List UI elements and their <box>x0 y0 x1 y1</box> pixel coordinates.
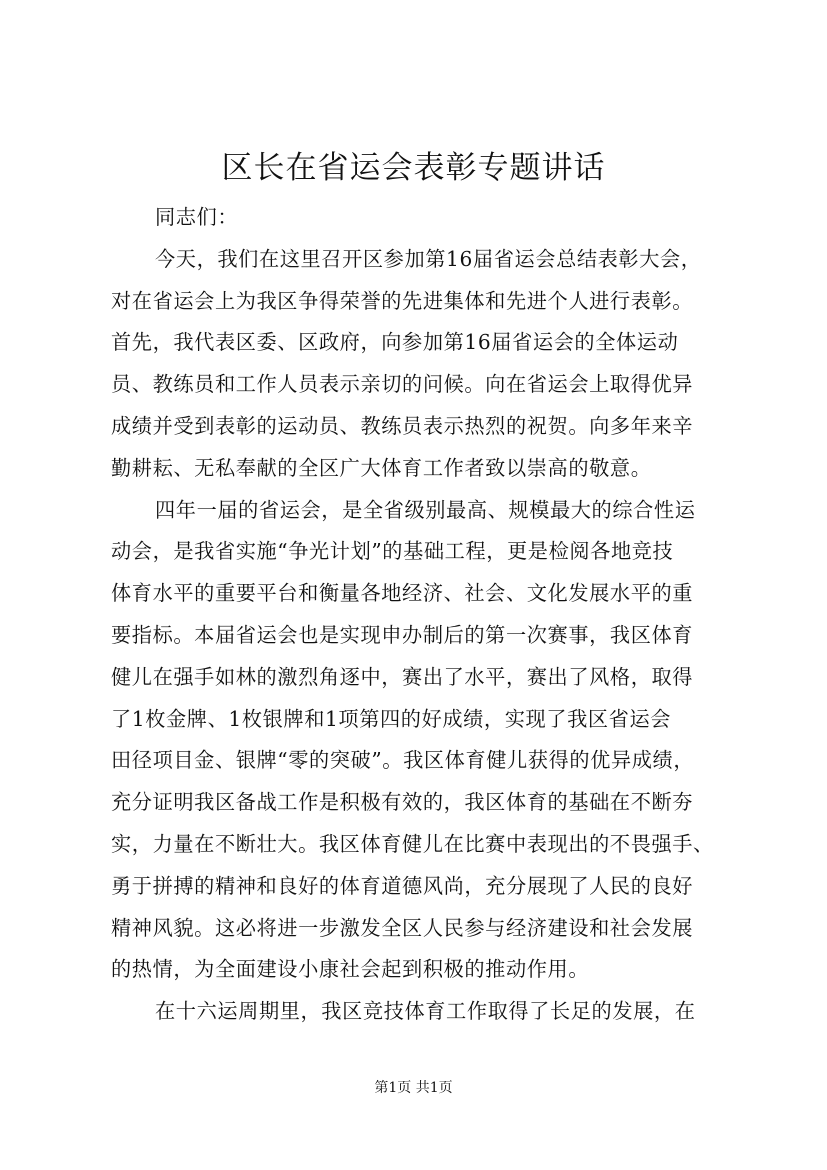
body-line: 成绩并受到表彰的运动员、教练员表示热烈的祝贺。向多年来辛 <box>111 413 694 438</box>
body-line: 首先，我代表区委、区政府，向参加第16届省运会的全体运动 <box>111 330 679 355</box>
body-line: 动会，是我省实施“争光计划”的基础工程，更是检阅各地竞技 <box>111 539 674 564</box>
body-line: 同志们： <box>155 205 239 229</box>
page-footer: 第1页 共1页 <box>374 1080 453 1096</box>
body-line: 的热情，为全面建设小康社会起到积极的推动作用。 <box>111 957 590 982</box>
body-line: 在十六运周期里，我区竞技体育工作取得了长足的发展，在 <box>155 999 696 1024</box>
body-line: 勇于拼搏的精神和良好的体育道德风尚，充分展现了人民的良好 <box>111 873 694 898</box>
body-line: 要指标。本届省运会也是实现申办制后的第一次赛事，我区体育 <box>111 622 694 647</box>
body-line: 田径项目金、银牌“零的突破”。我区体育健儿获得的优异成绩， <box>111 748 695 773</box>
document-title: 区长在省运会表彰专题讲话 <box>221 150 606 186</box>
body-line: 健儿在强手如林的激烈角逐中，赛出了水平，赛出了风格，取得 <box>111 664 694 689</box>
body-line: 充分证明我区备战工作是积极有效的，我区体育的基础在不断夯 <box>111 790 694 815</box>
document-body <box>111 197 739 1033</box>
body-line: 今天，我们在这里召开区参加第16届省运会总结表彰大会， <box>155 246 702 271</box>
body-line: 员、教练员和工作人员表示亲切的问候。向在省运会上取得优异 <box>111 372 694 397</box>
body-line: 了1枚金牌、1枚银牌和1项第四的好成绩，实现了我区省运会 <box>111 706 672 731</box>
body-line: 四年一届的省运会，是全省级别最高、规模最大的综合性运 <box>155 497 696 522</box>
body-line: 实，力量在不断壮大。我区体育健儿在比赛中表现出的不畏强手、 <box>111 831 714 856</box>
body-line: 勤耕耘、无私奉献的全区广大体育工作者致以崇高的敬意。 <box>111 455 652 480</box>
body-line: 体育水平的重要平台和衡量各地经济、社会、文化发展水平的重 <box>111 581 694 606</box>
body-line: 精神风貌。这必将进一步激发全区人民参与经济建设和社会发展 <box>111 915 694 940</box>
body-line: 对在省运会上为我区争得荣誉的先进集体和先进个人进行表彰。 <box>111 288 694 313</box>
